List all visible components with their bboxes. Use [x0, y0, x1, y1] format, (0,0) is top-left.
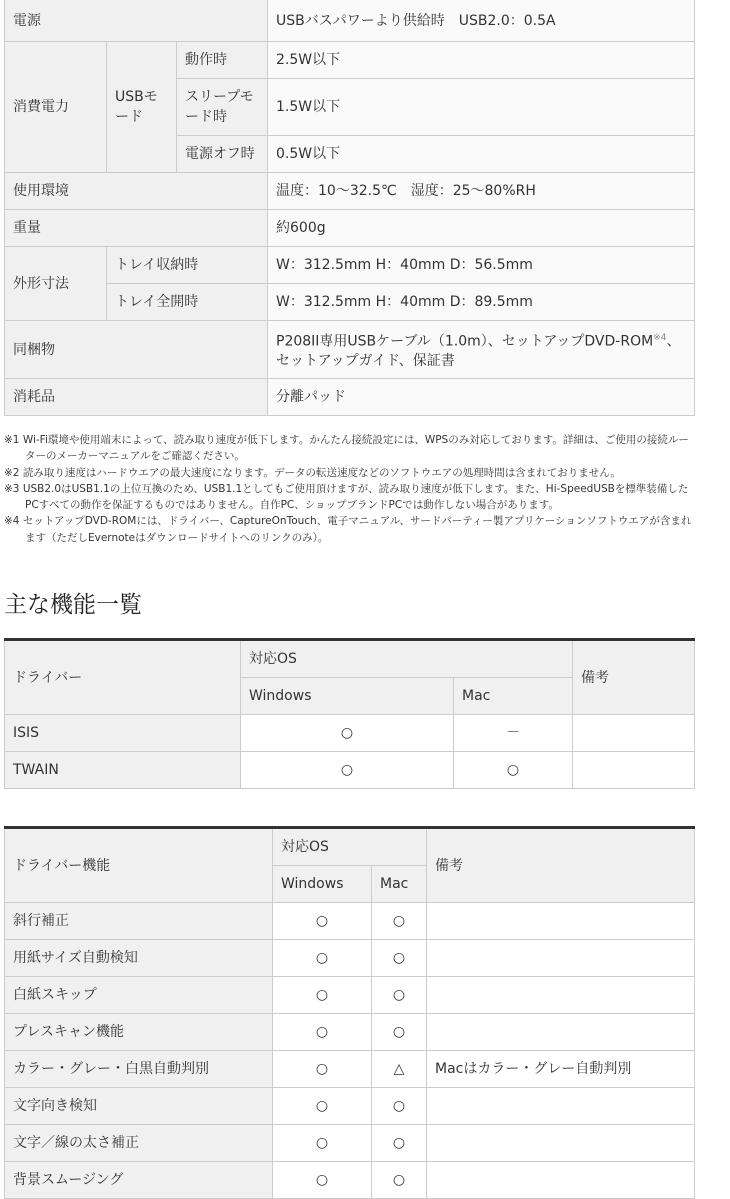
table-row: [5, 1162, 695, 1199]
spec-value: W：312.5mm H：40mm D：56.5mm: [268, 247, 695, 284]
spec-value: 0.5W以下: [268, 136, 695, 173]
mac-support: －: [454, 715, 573, 752]
mac-support: ○: [372, 1162, 427, 1199]
table-row: [5, 903, 695, 940]
spec-table: [4, 0, 695, 416]
spec-row-bundled: [5, 321, 695, 379]
function-name: 用紙サイズ自動検知: [5, 940, 273, 977]
spec-value: W：312.5mm H：40mm D：89.5mm: [268, 284, 695, 321]
header-os: 対応OS: [241, 640, 573, 678]
spec-sublabel: 動作時: [177, 42, 268, 79]
spec-value: 約600g: [268, 210, 695, 247]
table-row: [5, 752, 695, 789]
spec-row-power: [5, 0, 695, 42]
header-mac: Mac: [372, 866, 427, 903]
mac-support: ○: [372, 977, 427, 1014]
header-windows: Windows: [273, 866, 372, 903]
function-name: カラー・グレー・白黒自動判別: [5, 1051, 273, 1088]
remarks: [573, 715, 695, 752]
windows-support: ○: [273, 1014, 372, 1051]
remarks: [427, 1162, 695, 1199]
spec-sublabel: スリープモード時: [177, 79, 268, 136]
mac-support: ○: [372, 1088, 427, 1125]
remarks: [427, 903, 695, 940]
header-windows: Windows: [241, 678, 454, 715]
spec-row-dims-closed: [5, 247, 695, 284]
remarks: [427, 940, 695, 977]
windows-support: ○: [273, 1051, 372, 1088]
table-row: [5, 1051, 695, 1088]
remarks: [427, 1125, 695, 1162]
function-name: 文字向き検知: [5, 1088, 273, 1125]
remarks: [427, 977, 695, 1014]
spec-sublabel: 電源オフ時: [177, 136, 268, 173]
driver-name: TWAIN: [5, 752, 241, 789]
header-mac: Mac: [454, 678, 573, 715]
header-remarks: 備考: [573, 640, 695, 715]
function-name: 背景スムージング: [5, 1162, 273, 1199]
remarks: Macはカラー・グレー自動判別: [427, 1051, 695, 1088]
spec-sublabel: トレイ全開時: [107, 284, 268, 321]
footnote: ※4 セットアップDVD-ROMには、ドライバー、CaptureOnTouch、電子マニュアル、サードパーティー製アプリケーションソフトウエアが含まれます（ただしEvernoteはダウンロードサイトへのリンクのみ）。: [4, 515, 692, 544]
windows-support: ○: [241, 752, 454, 789]
table-row: [5, 715, 695, 752]
spec-sublabel: USBモード: [107, 42, 177, 173]
mac-support: ○: [372, 1125, 427, 1162]
spec-label: 使用環境: [5, 173, 268, 210]
table-row: [5, 977, 695, 1014]
bundled-text: セットアップガイド、保証書: [276, 353, 455, 370]
mac-support: ○: [372, 903, 427, 940]
spec-label: 消費電力: [5, 42, 107, 173]
spec-row-consumption-operating: [5, 42, 695, 79]
spec-label: 外形寸法: [5, 247, 107, 321]
windows-support: ○: [273, 1125, 372, 1162]
function-name: 文字／線の太さ補正: [5, 1125, 273, 1162]
section-heading: 主な機能一覧: [4, 592, 142, 618]
windows-support: ○: [273, 1162, 372, 1199]
spec-row-consumables: [5, 379, 695, 416]
spec-row-environment: [5, 173, 695, 210]
windows-support: ○: [241, 715, 454, 752]
spec-row-weight: [5, 210, 695, 247]
remarks: [427, 1014, 695, 1051]
remarks: [573, 752, 695, 789]
spec-row-dims-open: [5, 284, 695, 321]
windows-support: ○: [273, 977, 372, 1014]
windows-support: ○: [273, 940, 372, 977]
function-name: 白紙スキップ: [5, 977, 273, 1014]
table-header-row: [5, 828, 695, 866]
header-function: ドライバー機能: [5, 828, 273, 903]
footnote: ※2 読み取り速度はハードウエアの最大速度になります。データの転送速度などのソフトウエアの処理時間は含まれておりません。: [4, 466, 621, 479]
table-row: [5, 940, 695, 977]
footnote: ※1 Wi-Fi環境や使用端末によって、読み取り速度が低下します。かんたん接続設定には、WPSのみ対応しております。詳細は、ご使用の接続ルーターのメーカーマニュアルをご確認ください。: [4, 434, 689, 463]
table-row: [5, 1125, 695, 1162]
mac-support: ○: [372, 1014, 427, 1051]
remarks: [427, 1088, 695, 1125]
driver-name: ISIS: [5, 715, 241, 752]
footnote: ※3 USB2.0はUSB1.1の上位互換のため、USB1.1としてもご使用頂けますが、読み取り速度が低下します。また、Hi-SpeedUSBを標準装備したPCすべての動作を保証するものではありません。自作PC、ショップブランドPCでは動作しない場合があります。: [4, 482, 689, 512]
footnotes: [4, 432, 694, 546]
spec-label: 電源: [5, 0, 268, 42]
spec-label: 消耗品: [5, 379, 268, 416]
spec-label: 同梱物: [5, 321, 268, 379]
driver-function-table: [4, 826, 695, 1199]
spec-value: 温度：10～32.5℃ 湿度：25～80%RH: [268, 173, 695, 210]
mac-support: △: [372, 1051, 427, 1088]
header-os: 対応OS: [273, 828, 427, 866]
function-name: プレスキャン機能: [5, 1014, 273, 1051]
note-marker: ※4: [653, 332, 667, 343]
windows-support: ○: [273, 1088, 372, 1125]
spec-value: 2.5W以下: [268, 42, 695, 79]
table-row: [5, 1014, 695, 1051]
spec-value: 1.5W以下: [268, 79, 695, 136]
table-header-row: [5, 640, 695, 678]
spec-value: USBバスパワーより供給時 USB2.0：0.5A: [268, 0, 695, 42]
bundled-text: 、: [666, 333, 681, 350]
mac-support: ○: [372, 940, 427, 977]
spec-value: 分離パッド: [268, 379, 695, 416]
spec-label: 重量: [5, 210, 268, 247]
driver-table: [4, 638, 695, 789]
mac-support: ○: [454, 752, 573, 789]
table-row: [5, 1088, 695, 1125]
function-name: 斜行補正: [5, 903, 273, 940]
spec-value: [268, 321, 695, 379]
spec-sublabel: トレイ収納時: [107, 247, 268, 284]
windows-support: ○: [273, 903, 372, 940]
header-driver: ドライバー: [5, 640, 241, 715]
header-remarks: 備考: [427, 828, 695, 903]
bundled-text: P208II専用USBケーブル（1.0m）、セットアップDVD-ROM: [276, 333, 654, 350]
